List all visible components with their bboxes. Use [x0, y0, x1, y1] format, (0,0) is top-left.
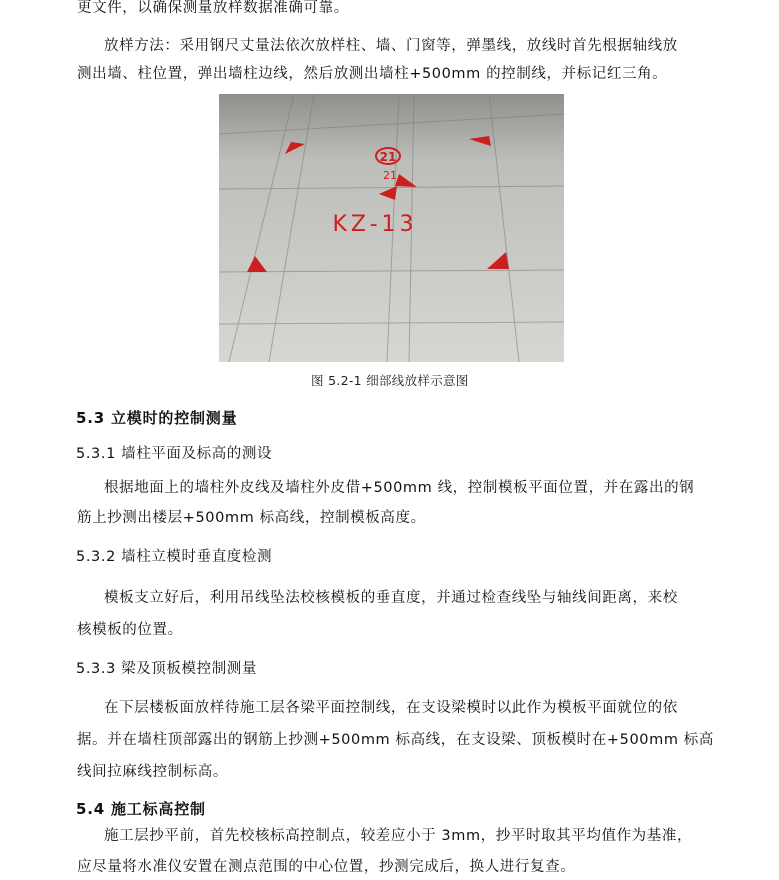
section-5-3-3-line-3: 线间拉麻线控制标高。: [77, 764, 228, 780]
section-5-3-1-heading: 5.3.1 墙柱平面及标高的测设: [76, 446, 273, 462]
section-5-3-2-heading: 5.3.2 墙柱立模时垂直度检测: [76, 549, 273, 565]
section-5-4-heading: 5.4 施工标高控制: [76, 800, 206, 818]
section-5-4-line-2: 应尽量将水准仪安置在测点范围的中心位置，抄测完成后，换人进行复查。: [77, 859, 576, 875]
section-5-3-3-heading: 5.3.3 梁及顶板模控制测量: [76, 661, 258, 677]
section-5-3-2-line-2: 核模板的位置。: [77, 622, 183, 638]
section-5-3-heading: 5.3 立模时的控制测量: [76, 409, 238, 427]
section-5-3-3-line-2: 据。并在墙柱顶部露出的钢筋上抄测+500mm 标高线，在支设梁、顶板模时在+500mm 标高: [77, 732, 714, 748]
section-5-3-3-line-1: 在下层楼板面放样待施工层各梁平面控制线，在支设梁模时以此作为模板平面就位的依: [104, 700, 678, 716]
photo-column-code: KZ-13: [332, 212, 418, 237]
photo-number-bottom: 21: [383, 169, 397, 182]
method-text-line-1: 放样方法：采用钢尺丈量法依次放样柱、墙、门窗等，弹墨线，放线时首先根据轴线放: [104, 38, 678, 54]
figure-caption: 图 5.2-1 细部线放样示意图: [311, 373, 469, 388]
method-text-line-2: 测出墙、柱位置，弹出墙柱边线，然后放测出墙柱+500mm 的控制线，并标记红三角。: [77, 66, 668, 82]
photo-number-top: 21: [379, 150, 397, 164]
layout-marking-photo: [219, 94, 564, 362]
section-5-3-2-line-1: 模板支立好后，利用吊线坠法校核模板的垂直度，并通过检查线坠与轴线间距离，来校: [104, 590, 678, 606]
intro-tail-text: 更文件，以确保测量放样数据准确可靠。: [77, 0, 349, 16]
section-5-3-1-line-1: 根据地面上的墙柱外皮线及墙柱外皮借+500mm 线，控制模板平面位置，并在露出的钢: [104, 480, 695, 496]
section-5-3-1-line-2: 筋上抄测出楼层+500mm 标高线，控制模板高度。: [77, 510, 426, 526]
section-5-4-line-1: 施工层抄平前，首先校核标高控制点，较差应小于 3mm，抄平时取其平均值作为基准，: [104, 828, 693, 844]
